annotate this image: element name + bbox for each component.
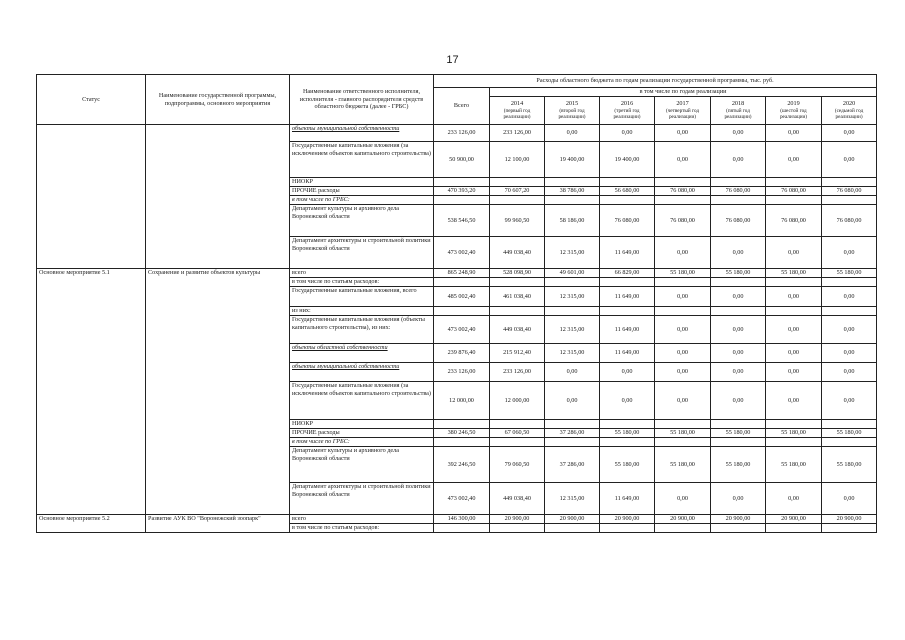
program-name-header: Наименование государственной программы, подпрограммы, основного мероприятия (146, 75, 290, 125)
year-value-cell: 11 649,00 (600, 316, 655, 344)
year-value-cell: 0,00 (822, 287, 877, 307)
year-number: 2016 (620, 100, 634, 108)
year-value-cell: 0,00 (822, 363, 877, 382)
year-value-cell (711, 420, 766, 429)
year-value-cell: 0,00 (822, 316, 877, 344)
executor-cell: НИОКР (290, 420, 434, 429)
year-value-cell (655, 438, 711, 447)
executor-cell: Департамент культуры и архивного дела Воронежской области (290, 447, 434, 483)
total-value-cell (434, 438, 490, 447)
total-value-cell: 470 393,20 (434, 187, 490, 196)
year-value-cell: 0,00 (711, 483, 766, 515)
status-cell: Основное мероприятие 5.1 (37, 269, 146, 515)
year-value-cell: 12 315,00 (545, 287, 600, 307)
year-label: (четвертый год реализации) (665, 107, 700, 121)
total-value-cell (434, 178, 490, 187)
total-value-cell: 12 000,00 (434, 382, 490, 420)
year-value-cell: 0,00 (766, 125, 822, 142)
year-label: (третий год реализации) (613, 107, 641, 121)
total-value-cell (434, 524, 490, 533)
year-value-cell: 0,00 (711, 316, 766, 344)
year-value-cell (655, 196, 711, 205)
executor-cell: Департамент культуры и архивного дела Воронежской области (290, 205, 434, 237)
year-value-cell (711, 278, 766, 287)
year-value-cell (600, 438, 655, 447)
year-value-cell: 20 900,00 (766, 515, 822, 524)
year-label: (первый год реализации) (503, 107, 531, 121)
year-value-cell: 0,00 (822, 483, 877, 515)
year-value-cell: 76 080,00 (711, 187, 766, 196)
year-value-cell (711, 524, 766, 533)
year-value-cell (490, 178, 545, 187)
year-label: (шестой год реализации) (779, 107, 808, 121)
year-value-cell: 0,00 (711, 142, 766, 178)
year-value-cell: 20 900,00 (655, 515, 711, 524)
program-name-cell (146, 125, 290, 269)
year-header (711, 97, 766, 125)
year-value-cell: 11 649,00 (600, 344, 655, 363)
year-header (766, 97, 822, 125)
year-value-cell: 233 126,00 (490, 125, 545, 142)
expenses-header: Расходы областного бюджета по годам реализации государственной программы, тыс. руб. (434, 75, 877, 88)
executor-cell: НИОКР (290, 178, 434, 187)
year-value-cell (490, 307, 545, 316)
year-value-cell: 0,00 (711, 287, 766, 307)
year-value-cell (490, 278, 545, 287)
year-number: 2018 (731, 100, 745, 108)
year-value-cell (655, 420, 711, 429)
year-value-cell: 49 601,00 (545, 269, 600, 278)
page-number: 17 (446, 54, 459, 66)
year-value-cell (545, 178, 600, 187)
year-value-cell (766, 307, 822, 316)
executor-cell: в том числе по ГРБС: (290, 196, 434, 205)
year-value-cell: 0,00 (822, 344, 877, 363)
year-value-cell: 55 180,00 (655, 447, 711, 483)
executor-cell: Департамент архитектуры и строительной политики Воронежской области (290, 237, 434, 269)
year-value-cell: 55 180,00 (600, 429, 655, 438)
year-value-cell (490, 524, 545, 533)
year-value-cell: 37 286,00 (545, 447, 600, 483)
table-row (37, 515, 877, 524)
total-value-cell (434, 196, 490, 205)
year-value-cell: 0,00 (545, 125, 600, 142)
year-value-cell: 0,00 (766, 142, 822, 178)
year-value-cell: 55 180,00 (655, 269, 711, 278)
year-value-cell (822, 524, 877, 533)
year-value-cell: 12 000,00 (490, 382, 545, 420)
by-years-header: в том числе по годам реализации (490, 88, 877, 97)
executor-cell: Государственные капитальные вложения (за исключением объектов капитального строительства) (290, 382, 434, 420)
year-value-cell: 55 180,00 (822, 447, 877, 483)
year-value-cell (766, 178, 822, 187)
year-value-cell (711, 307, 766, 316)
year-value-cell: 0,00 (655, 363, 711, 382)
table-row (37, 125, 877, 142)
executor-cell: Государственные капитальные вложения (за исключением объектов капитального строительства) (290, 142, 434, 178)
year-value-cell (711, 438, 766, 447)
year-value-cell (545, 438, 600, 447)
year-value-cell: 79 060,50 (490, 447, 545, 483)
year-value-cell (766, 438, 822, 447)
year-value-cell (600, 420, 655, 429)
year-value-cell: 0,00 (711, 382, 766, 420)
total-value-cell: 146 300,00 (434, 515, 490, 524)
year-value-cell: 11 649,00 (600, 287, 655, 307)
year-value-cell: 449 038,40 (490, 237, 545, 269)
executor-cell: Государственные капитальные вложения (объекты капитального строительства), из них: (290, 316, 434, 344)
year-value-cell: 0,00 (600, 382, 655, 420)
year-value-cell: 19 400,00 (600, 142, 655, 178)
executor-cell: из них: (290, 307, 434, 316)
year-value-cell: 20 900,00 (600, 515, 655, 524)
year-value-cell: 20 900,00 (822, 515, 877, 524)
executor-cell: всего (290, 515, 434, 524)
year-header (490, 97, 545, 125)
year-value-cell: 0,00 (766, 287, 822, 307)
year-value-cell: 11 649,00 (600, 483, 655, 515)
year-value-cell (655, 524, 711, 533)
total-value-cell (434, 307, 490, 316)
year-value-cell (766, 420, 822, 429)
year-value-cell: 55 180,00 (711, 269, 766, 278)
year-value-cell (655, 278, 711, 287)
year-value-cell (490, 420, 545, 429)
year-value-cell (711, 178, 766, 187)
year-value-cell: 0,00 (711, 125, 766, 142)
year-value-cell (766, 278, 822, 287)
year-value-cell (600, 278, 655, 287)
year-value-cell: 0,00 (545, 382, 600, 420)
year-value-cell: 0,00 (600, 125, 655, 142)
year-value-cell: 0,00 (655, 316, 711, 344)
year-value-cell (655, 178, 711, 187)
year-value-cell: 12 100,00 (490, 142, 545, 178)
year-value-cell: 0,00 (822, 237, 877, 269)
executor-cell: в том числе по статьям расходов: (290, 524, 434, 533)
total-header: Всего (434, 88, 490, 125)
year-value-cell: 215 912,40 (490, 344, 545, 363)
year-value-cell (545, 307, 600, 316)
year-value-cell (822, 307, 877, 316)
executor-cell: ПРОЧИЕ расходы (290, 187, 434, 196)
program-name-cell: Сохранение и развитие объектов культуры (146, 269, 290, 515)
year-value-cell: 55 180,00 (711, 447, 766, 483)
year-value-cell: 0,00 (711, 363, 766, 382)
year-value-cell: 528 098,90 (490, 269, 545, 278)
year-value-cell: 0,00 (822, 382, 877, 420)
year-value-cell: 55 180,00 (766, 429, 822, 438)
year-value-cell: 0,00 (766, 316, 822, 344)
year-value-cell (545, 524, 600, 533)
year-value-cell: 58 186,00 (545, 205, 600, 237)
year-header (600, 97, 655, 125)
executor-cell: объекты муниципальной собственности (290, 125, 434, 142)
year-value-cell: 0,00 (711, 237, 766, 269)
year-value-cell: 76 080,00 (766, 187, 822, 196)
table-header (37, 75, 877, 125)
year-number: 2020 (842, 100, 856, 108)
year-value-cell (822, 420, 877, 429)
total-value-cell: 538 546,50 (434, 205, 490, 237)
year-value-cell (655, 307, 711, 316)
year-value-cell: 20 900,00 (545, 515, 600, 524)
year-value-cell: 55 180,00 (766, 269, 822, 278)
status-header: Статус (37, 75, 146, 125)
total-value-cell: 233 126,00 (434, 363, 490, 382)
year-value-cell: 461 038,40 (490, 287, 545, 307)
total-value-cell: 865 248,90 (434, 269, 490, 278)
year-header (822, 97, 877, 125)
year-value-cell (822, 196, 877, 205)
total-value-cell: 473 002,40 (434, 483, 490, 515)
year-value-cell: 0,00 (655, 125, 711, 142)
year-value-cell: 0,00 (545, 363, 600, 382)
total-value-cell: 50 900,00 (434, 142, 490, 178)
status-cell: Основное мероприятие 5.2 (37, 515, 146, 533)
total-value-cell: 473 002,40 (434, 237, 490, 269)
year-value-cell: 0,00 (711, 344, 766, 363)
year-value-cell: 76 080,00 (822, 205, 877, 237)
year-value-cell: 0,00 (766, 237, 822, 269)
year-number: 2017 (676, 100, 689, 108)
year-value-cell (766, 196, 822, 205)
year-value-cell: 0,00 (822, 142, 877, 178)
year-value-cell: 76 080,00 (600, 205, 655, 237)
total-value-cell: 233 126,00 (434, 125, 490, 142)
year-value-cell: 12 315,00 (545, 483, 600, 515)
year-value-cell: 76 080,00 (655, 205, 711, 237)
total-value-cell: 239 876,40 (434, 344, 490, 363)
year-label: (второй год реализации) (558, 107, 586, 121)
year-value-cell: 0,00 (766, 363, 822, 382)
year-value-cell (822, 278, 877, 287)
year-value-cell (600, 178, 655, 187)
year-value-cell: 70 607,20 (490, 187, 545, 196)
total-value-cell: 473 002,40 (434, 316, 490, 344)
year-value-cell (766, 524, 822, 533)
executor-cell: в том числе по статьям расходов: (290, 278, 434, 287)
year-value-cell: 20 900,00 (490, 515, 545, 524)
year-value-cell: 55 180,00 (822, 269, 877, 278)
year-value-cell (490, 196, 545, 205)
year-label: (пятый год реализации) (724, 107, 752, 121)
year-value-cell: 0,00 (655, 142, 711, 178)
year-value-cell: 0,00 (655, 483, 711, 515)
year-value-cell (490, 438, 545, 447)
year-value-cell: 449 038,40 (490, 483, 545, 515)
total-value-cell: 380 246,50 (434, 429, 490, 438)
executor-cell: всего (290, 269, 434, 278)
year-value-cell: 66 829,00 (600, 269, 655, 278)
year-value-cell: 37 286,00 (545, 429, 600, 438)
year-value-cell (600, 307, 655, 316)
year-number: 2015 (565, 100, 579, 108)
year-value-cell (545, 196, 600, 205)
year-value-cell: 55 180,00 (600, 447, 655, 483)
year-value-cell (822, 178, 877, 187)
table-body (37, 125, 877, 533)
year-value-cell: 12 315,00 (545, 316, 600, 344)
executor-cell: Департамент архитектуры и строительной политики Воронежской области (290, 483, 434, 515)
executor-header: Наименование ответственного исполнителя, исполнителя - главного распорядителя средств областного бюджета (далее - ГРБС) (290, 75, 434, 125)
year-value-cell (711, 196, 766, 205)
year-value-cell: 0,00 (822, 125, 877, 142)
status-cell (37, 125, 146, 269)
year-value-cell (545, 278, 600, 287)
year-header (545, 97, 600, 125)
year-value-cell: 20 900,00 (711, 515, 766, 524)
year-value-cell: 56 680,00 (600, 187, 655, 196)
budget-table (36, 74, 877, 533)
total-value-cell: 392 246,50 (434, 447, 490, 483)
year-value-cell: 0,00 (766, 344, 822, 363)
year-value-cell: 0,00 (766, 483, 822, 515)
total-value-cell: 485 002,40 (434, 287, 490, 307)
year-value-cell: 0,00 (600, 363, 655, 382)
year-value-cell: 12 315,00 (545, 344, 600, 363)
year-value-cell: 55 180,00 (822, 429, 877, 438)
year-header (655, 97, 711, 125)
year-value-cell: 76 080,00 (655, 187, 711, 196)
executor-cell: объекты областной собственности (290, 344, 434, 363)
year-value-cell: 76 080,00 (766, 205, 822, 237)
year-value-cell (822, 438, 877, 447)
program-name-cell: Развитие АУК ВО "Воронежский зоопарк" (146, 515, 290, 533)
executor-cell: объекты муниципальной собственности (290, 363, 434, 382)
year-value-cell: 0,00 (655, 237, 711, 269)
year-value-cell: 0,00 (655, 382, 711, 420)
year-value-cell: 67 060,50 (490, 429, 545, 438)
year-value-cell: 12 315,00 (545, 237, 600, 269)
year-label: (седьмой год реализации) (834, 107, 864, 121)
year-number: 2014 (510, 100, 524, 108)
year-value-cell: 99 960,50 (490, 205, 545, 237)
year-value-cell: 233 126,00 (490, 363, 545, 382)
table-row (37, 269, 877, 278)
year-value-cell: 0,00 (655, 344, 711, 363)
year-value-cell: 55 180,00 (711, 429, 766, 438)
year-number: 2019 (787, 100, 800, 108)
total-value-cell (434, 278, 490, 287)
year-value-cell: 55 180,00 (655, 429, 711, 438)
year-value-cell: 11 649,00 (600, 237, 655, 269)
executor-cell: в том числе по ГРБС: (290, 438, 434, 447)
year-value-cell: 19 400,00 (545, 142, 600, 178)
year-value-cell: 76 080,00 (711, 205, 766, 237)
executor-cell: ПРОЧИЕ расходы (290, 429, 434, 438)
total-value-cell (434, 420, 490, 429)
year-value-cell: 0,00 (766, 382, 822, 420)
executor-cell: Государственные капитальные вложения, всего (290, 287, 434, 307)
year-value-cell: 38 786,00 (545, 187, 600, 196)
year-value-cell: 76 080,00 (822, 187, 877, 196)
year-value-cell (545, 420, 600, 429)
year-value-cell (600, 524, 655, 533)
year-value-cell (600, 196, 655, 205)
year-value-cell: 0,00 (655, 287, 711, 307)
year-value-cell: 55 180,00 (766, 447, 822, 483)
year-value-cell: 449 038,40 (490, 316, 545, 344)
